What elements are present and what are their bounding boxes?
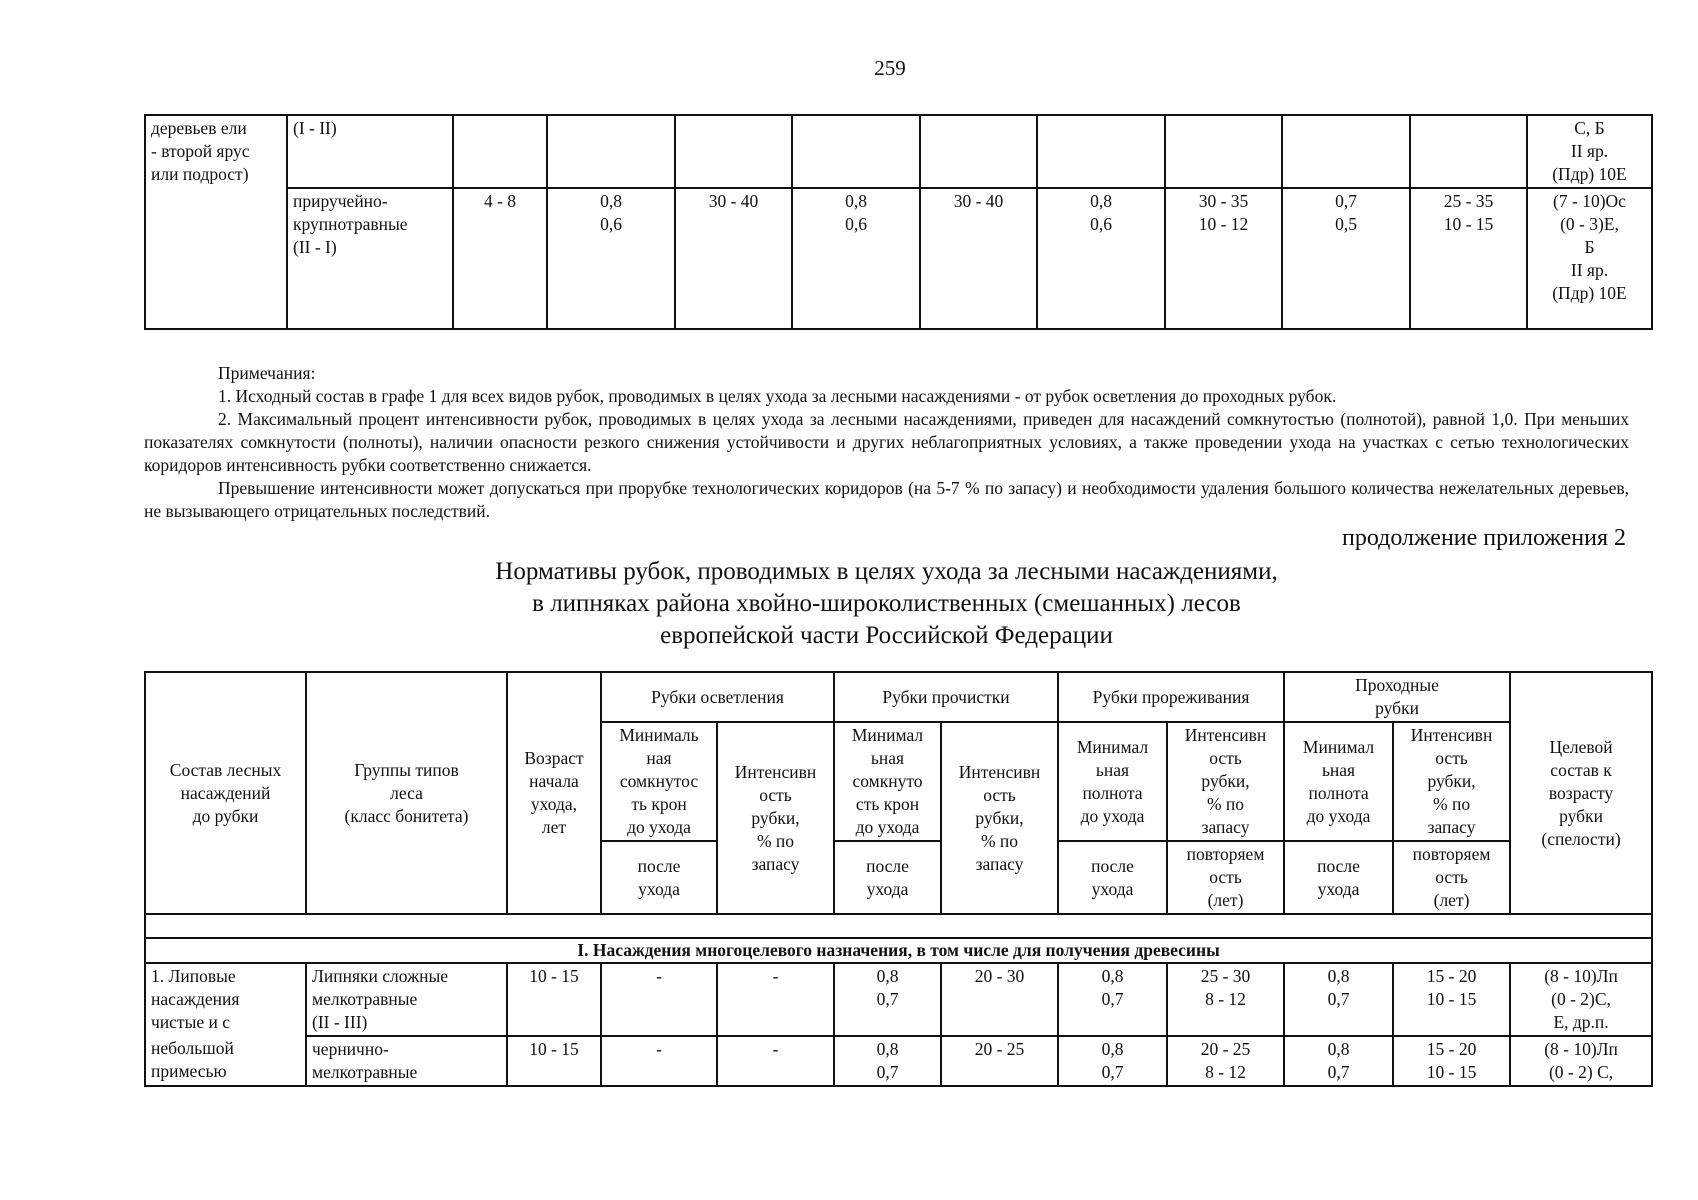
header-passing: Проходные рубки <box>1284 672 1510 722</box>
table-cell <box>1165 115 1282 188</box>
table-cell: 1. Липовые насаждения чистые и с <box>145 963 306 1036</box>
table-cell: 0,8 0,7 <box>1058 1036 1167 1086</box>
table-cell: - <box>601 963 717 1036</box>
table-cell <box>547 115 675 188</box>
table-cell <box>145 188 287 329</box>
table-cell: 0,8 0,6 <box>792 188 920 329</box>
header-after: после ухода <box>1058 841 1167 914</box>
empty-row <box>145 914 1652 938</box>
page-number: 259 <box>874 56 906 80</box>
header-thinning: Рубки прореживания <box>1058 672 1284 722</box>
table-cell: (8 - 10)Лп (0 - 2) С, <box>1510 1036 1652 1086</box>
header-intensity: Интенсивн ость рубки, % по запасу <box>1393 722 1510 841</box>
empty-cell <box>145 914 1652 938</box>
header-forest-types: Группы типов леса (класс бонитета) <box>306 672 507 914</box>
table-row <box>145 1036 1652 1086</box>
note-2: 2. Максимальный процент интенсивности рубок, проводимых в целях ухода за лесными насаждениями, приведен для насаждений сомкнутостью (полнотой), равной 1,0. При меньших показателях сомкнутости (полноты), наличии опасности резкого снижения устойчивости и других неблагоприятных условиях, а также проведении ухода на участках с сетью технологических коридоров интенсивность рубки соответственно снижается. <box>144 409 1629 475</box>
table-cell <box>675 115 792 188</box>
table-cell <box>792 115 920 188</box>
section-row <box>145 938 1652 963</box>
table-cell <box>1282 115 1410 188</box>
table-cell: 0,8 0,7 <box>834 963 941 1036</box>
table-cell: 20 - 25 8 - 12 <box>1167 1036 1284 1086</box>
table-cell: деревьев ели - второй ярус или подрост) <box>145 115 287 188</box>
header-repeat: повторяем ость (лет) <box>1393 841 1510 914</box>
table-cell: 4 - 8 <box>453 188 547 329</box>
header-intensity: Интенсивн ость рубки, % по запасу <box>717 722 834 914</box>
header-target: Целевой состав к возрасту рубки (спелости) <box>1510 672 1652 914</box>
header-clarification: Рубки осветления <box>601 672 834 722</box>
top-table <box>144 114 1653 330</box>
table-cell <box>453 115 547 188</box>
header-min-density: Минимал ьная полнота до ухода <box>1058 722 1167 841</box>
table-cell: 20 - 30 <box>941 963 1058 1036</box>
table-cell: (I - II) <box>287 115 453 188</box>
table-cell <box>1410 115 1527 188</box>
table-row <box>145 115 1652 188</box>
header-after: после ухода <box>601 841 717 914</box>
table-cell: 10 - 15 <box>507 1036 601 1086</box>
header-repeat: повторяем ость (лет) <box>1167 841 1284 914</box>
table-cell: 20 - 25 <box>941 1036 1058 1086</box>
table-cell: 10 - 15 <box>507 963 601 1036</box>
table-cell: С, Б II яр. (Пдр) 10Е <box>1527 115 1652 188</box>
table-cell: 15 - 20 10 - 15 <box>1393 963 1510 1036</box>
table-cell: 0,8 0,6 <box>547 188 675 329</box>
table-cell: приручейно- крупнотравные (II - I) <box>287 188 453 329</box>
header-composition: Состав лесных насаждений до рубки <box>145 672 306 914</box>
title-line: Нормативы рубок, проводимых в целях ухода за лесными насаждениями, <box>495 558 1278 585</box>
table-cell: - <box>601 1036 717 1086</box>
table-cell: 30 - 40 <box>920 188 1037 329</box>
table-cell: чернично- мелкотравные <box>306 1036 507 1086</box>
table-cell: Липняки сложные мелкотравные (II - III) <box>306 963 507 1036</box>
note-3: Превышение интенсивности может допускаться при прорубке технологических коридоров (на 5-7 % по запасу) и необходимости удаления большого количества нежелательных деревьев, не вызывающего отрицательных последствий. <box>144 478 1629 521</box>
table-cell <box>920 115 1037 188</box>
table-cell: 25 - 30 8 - 12 <box>1167 963 1284 1036</box>
appendix-label: продолжение приложения 2 <box>1342 525 1626 551</box>
table-cell: 30 - 40 <box>675 188 792 329</box>
header-min-closure: Минимал ьная сомкнуто сть крон до ухода <box>834 722 941 841</box>
header-intensity: Интенсивн ость рубки, % по запасу <box>1167 722 1284 841</box>
table-cell: 0,8 0,7 <box>1284 1036 1393 1086</box>
table-cell <box>1037 115 1165 188</box>
table-cell: 0,8 0,7 <box>834 1036 941 1086</box>
table-cell: 15 - 20 10 - 15 <box>1393 1036 1510 1086</box>
section-title: I. Насаждения многоцелевого назначения, в том числе для получения древесины <box>145 938 1652 963</box>
header-min-closure: Минималь ная сомкнутос ть крон до ухода <box>601 722 717 841</box>
header-start-age: Возраст начала ухода, лет <box>507 672 601 914</box>
table-cell: (7 - 10)Ос (0 - 3)Е, Б II яр. (Пдр) 10Е <box>1527 188 1652 329</box>
table-cell: 0,7 0,5 <box>1282 188 1410 329</box>
table-cell: небольшой примесью <box>145 1036 306 1086</box>
header-after: после ухода <box>1284 841 1393 914</box>
header-cleaning: Рубки прочистки <box>834 672 1058 722</box>
table-cell: 25 - 35 10 - 15 <box>1410 188 1527 329</box>
table-cell: 0,8 0,6 <box>1037 188 1165 329</box>
notes <box>144 362 1629 523</box>
title-line: европейской части Российской Федерации <box>660 622 1113 649</box>
table-cell: 0,8 0,7 <box>1058 963 1167 1036</box>
notes-heading: Примечания: <box>218 363 316 383</box>
main-table <box>144 671 1653 1087</box>
header-min-density: Минимал ьная полнота до ухода <box>1284 722 1393 841</box>
table-cell: (8 - 10)Лп (0 - 2)С, Е, др.п. <box>1510 963 1652 1036</box>
title-line: в липняках района хвойно-широколиственных (смешанных) лесов <box>532 590 1241 617</box>
note-1: 1. Исходный состав в графе 1 для всех видов рубок, проводимых в целях ухода за лесными насаждениями - от рубок осветления до проходных рубок. <box>218 386 1337 406</box>
header-intensity: Интенсивн ость рубки, % по запасу <box>941 722 1058 914</box>
table-row <box>145 963 1652 1036</box>
table-cell: 0,8 0,7 <box>1284 963 1393 1036</box>
table-row <box>145 188 1652 329</box>
header-after: после ухода <box>834 841 941 914</box>
header-row <box>145 672 1652 722</box>
table-cell: - <box>717 963 834 1036</box>
document-title <box>144 556 1629 652</box>
table-cell: - <box>717 1036 834 1086</box>
table-cell: 30 - 35 10 - 12 <box>1165 188 1282 329</box>
